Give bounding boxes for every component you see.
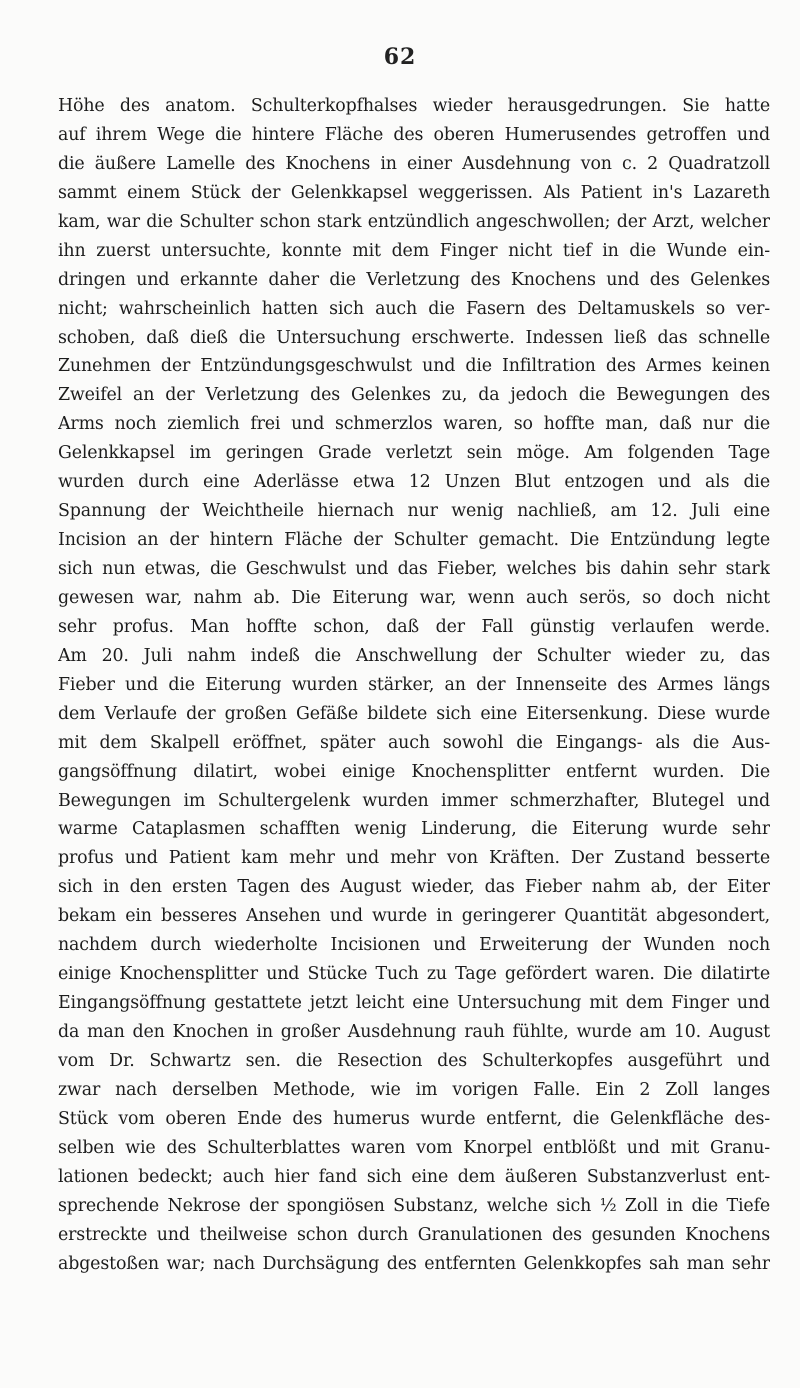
text-line: nachdem durch wiederholte Incisionen und Erweiterung der Wunden noch <box>58 935 770 956</box>
text-line: gangsöffnung dilatirt, wobei einige Knochensplitter entfernt wurden. Die <box>58 761 770 782</box>
text-line: kam, war die Schulter schon stark entzündlich angeschwollen; der Arzt, welcher <box>58 211 770 232</box>
text-line: Stück vom oberen Ende des humerus wurde entfernt, die Gelenkfläche des- <box>58 1108 770 1129</box>
text-line: nicht; wahrscheinlich hatten sich auch die Fasern des Deltamuskels so ver- <box>58 298 770 319</box>
text-line: Zunehmen der Entzündungsgeschwulst und die Infiltration des Armes keinen <box>58 356 770 377</box>
text-line: einige Knochensplitter und Stücke Tuch zu Tage gefördert waren. Die dilatirte <box>58 964 770 985</box>
text-line: dem Verlaufe der großen Gefäße bildete sich eine Eitersenkung. Diese wurde <box>58 703 770 724</box>
text-line: lationen bedeckt; auch hier fand sich eine dem äußeren Substanzverlust ent- <box>58 1166 770 1187</box>
text-line: Eingangsöffnung gestattete jetzt leicht eine Untersuchung mit dem Finger und <box>58 993 770 1014</box>
text-line: gewesen war, nahm ab. Die Eiterung war, wenn auch serös, so doch nicht <box>58 587 770 608</box>
text-line: selben wie des Schulterblattes waren vom Knorpel entblößt und mit Granu- <box>58 1137 770 1158</box>
text-line: Spannung der Weichtheile hiernach nur wenig nachließ, am 12. Juli eine <box>58 501 770 522</box>
text-line: dringen und erkannte daher die Verletzung des Knochens und des Gelenkes <box>58 269 770 290</box>
text-line: sprechende Nekrose der spongiösen Substanz, welche sich ½ Zoll in die Tiefe <box>58 1195 770 1216</box>
text-line: sich nun etwas, die Geschwulst und das Fieber, welches bis dahin sehr stark <box>58 559 770 579</box>
page-number: 62 <box>383 44 417 70</box>
text-line: warme Cataplasmen schafften wenig Linderung, die Eiterung wurde sehr <box>58 819 770 840</box>
text-line: Fieber und die Eiterung wurden stärker, an der Innenseite des Armes längs <box>58 674 770 695</box>
text-line: bekam ein besseres Ansehen und wurde in geringerer Quantität abgesondert, <box>58 906 770 927</box>
text-line: Gelenkkapsel im geringen Grade verletzt sein möge. Am folgenden Tage <box>58 443 770 464</box>
text-line: die äußere Lamelle des Knochens in einer Ausdehnung von c. 2 Quadratzoll <box>58 153 770 174</box>
text-line: schoben, daß dieß die Untersuchung erschwerte. Indessen ließ das schnelle <box>58 327 770 348</box>
text-line: Zweifel an der Verletzung des Gelenkes zu, da jedoch die Bewegungen des <box>58 385 770 406</box>
text-line: auf ihrem Wege die hintere Fläche des oberen Humerusendes getroffen und <box>58 124 770 145</box>
text-line: mit dem Skalpell eröffnet, später auch sowohl die Eingangs- als die Aus- <box>58 732 770 753</box>
text-line: ihn zuerst untersuchte, konnte mit dem Finger nicht tief in die Wunde ein- <box>58 240 770 261</box>
text-line: sich in den ersten Tagen des August wieder, das Fieber nahm ab, der Eiter <box>58 877 770 898</box>
text-line: abgestoßen war; nach Durchsägung des entfernten Gelenkkopfes sah man sehr <box>58 1253 770 1274</box>
text-line: Incision an der hintern Fläche der Schulter gemacht. Die Entzündung legte <box>58 530 770 551</box>
text-line: sehr profus. Man hoffte schon, daß der Fall günstig verlaufen werde. <box>58 616 770 637</box>
text-line: wurden durch eine Aderlässe etwa 12 Unzen Blut entzogen und als die <box>58 472 770 493</box>
text-line: Arms noch ziemlich frei und schmerzlos waren, so hoffte man, daß nur die <box>58 414 770 435</box>
text-line: profus und Patient kam mehr und mehr von Kräften. Der Zustand besserte <box>58 848 770 869</box>
body-text <box>58 92 770 1278</box>
text-line: vom Dr. Schwartz sen. die Resection des Schulterkopfes ausgeführt und <box>58 1050 770 1071</box>
text-line: erstreckte und theilweise schon durch Granulationen des gesunden Knochens <box>58 1224 770 1245</box>
text-line: Am 20. Juli nahm indeß die Anschwellung der Schulter wieder zu, das <box>58 645 770 666</box>
text-line: Höhe des anatom. Schulterkopfhalses wieder herausgedrungen. Sie hatte <box>58 96 770 116</box>
text-line: da man den Knochen in großer Ausdehnung rauh fühlte, wurde am 10. August <box>58 1022 770 1042</box>
text-line: zwar nach derselben Methode, wie im vorigen Falle. Ein 2 Zoll langes <box>58 1079 770 1100</box>
text-line: Bewegungen im Schultergelenk wurden immer schmerzhafter, Blutegel und <box>58 790 770 811</box>
text-line: sammt einem Stück der Gelenkkapsel weggerissen. Als Patient in's Lazareth <box>58 182 770 203</box>
